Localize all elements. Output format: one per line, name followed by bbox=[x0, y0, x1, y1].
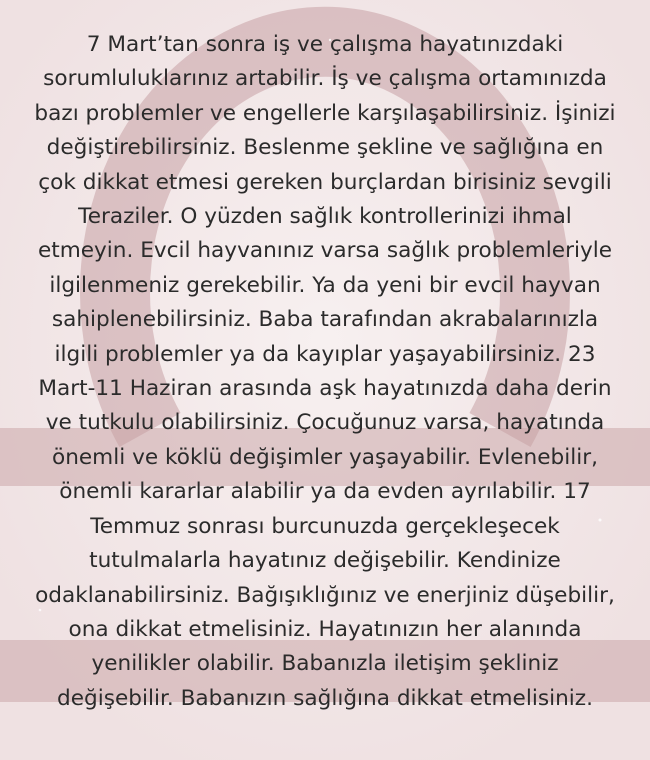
text-line: yenilikler olabilir. Babanızla iletişim şekliniz bbox=[91, 651, 559, 677]
text-line: bazı problemler ve engellerle karşılaşabilirsiniz. İşinizi bbox=[34, 100, 616, 126]
text-line: ona dikkat etmelisiniz. Hayatınızın her alanında bbox=[68, 616, 582, 642]
text-line: önemli ve köklü değişimler yaşayabilir. Evlenebilir, bbox=[52, 444, 598, 470]
text-line: Mart-11 Haziran arasında aşk hayatınızda daha derin bbox=[38, 376, 612, 402]
text-line: 7 Mart’tan sonra iş ve çalışma hayatınızdaki bbox=[86, 32, 564, 57]
text-line: ilgili problemler ya da kayıplar yaşayabilirsiniz. 23 bbox=[54, 341, 596, 367]
text-line: etmeyin. Evcil hayvanınız varsa sağlık problemleriyle bbox=[37, 238, 613, 264]
text-line: değişebilir. Babanızın sağlığına dikkat etmelisiniz. bbox=[57, 685, 593, 711]
horoscope-text bbox=[0, 28, 650, 716]
text-line: önemli kararlar alabilir ya da evden ayrılabilir. 17 bbox=[59, 479, 591, 505]
text-line: ilgilenmeniz gerekebilir. Ya da yeni bir evcil hayvan bbox=[49, 272, 601, 298]
text-line: değiştirebilirsiniz. Beslenme şekline ve sağlığına en bbox=[46, 135, 604, 161]
text-line: çok dikkat etmesi gereken burçlardan birisiniz sevgili bbox=[38, 169, 612, 195]
text-line: Temmuz sonrası burcunuzda gerçekleşecek bbox=[90, 513, 560, 539]
text-line: sahiplenebilirsiniz. Baba tarafından akrabalarınızla bbox=[51, 307, 599, 333]
text-line: tutulmalarla hayatınız değişebilir. Kendinize bbox=[89, 548, 561, 574]
text-line: ve tutkulu olabilirsiniz. Çocuğunuz varsa, hayatında bbox=[45, 410, 605, 436]
text-line: Teraziler. O yüzden sağlık kontrollerinizi ihmal bbox=[78, 204, 572, 230]
text-line: sorumluluklarınız artabilir. İş ve çalışma ortamınızda bbox=[43, 66, 607, 92]
text-line: odaklanabilirsiniz. Bağışıklığınız ve enerjiniz düşebilir, bbox=[35, 582, 615, 608]
